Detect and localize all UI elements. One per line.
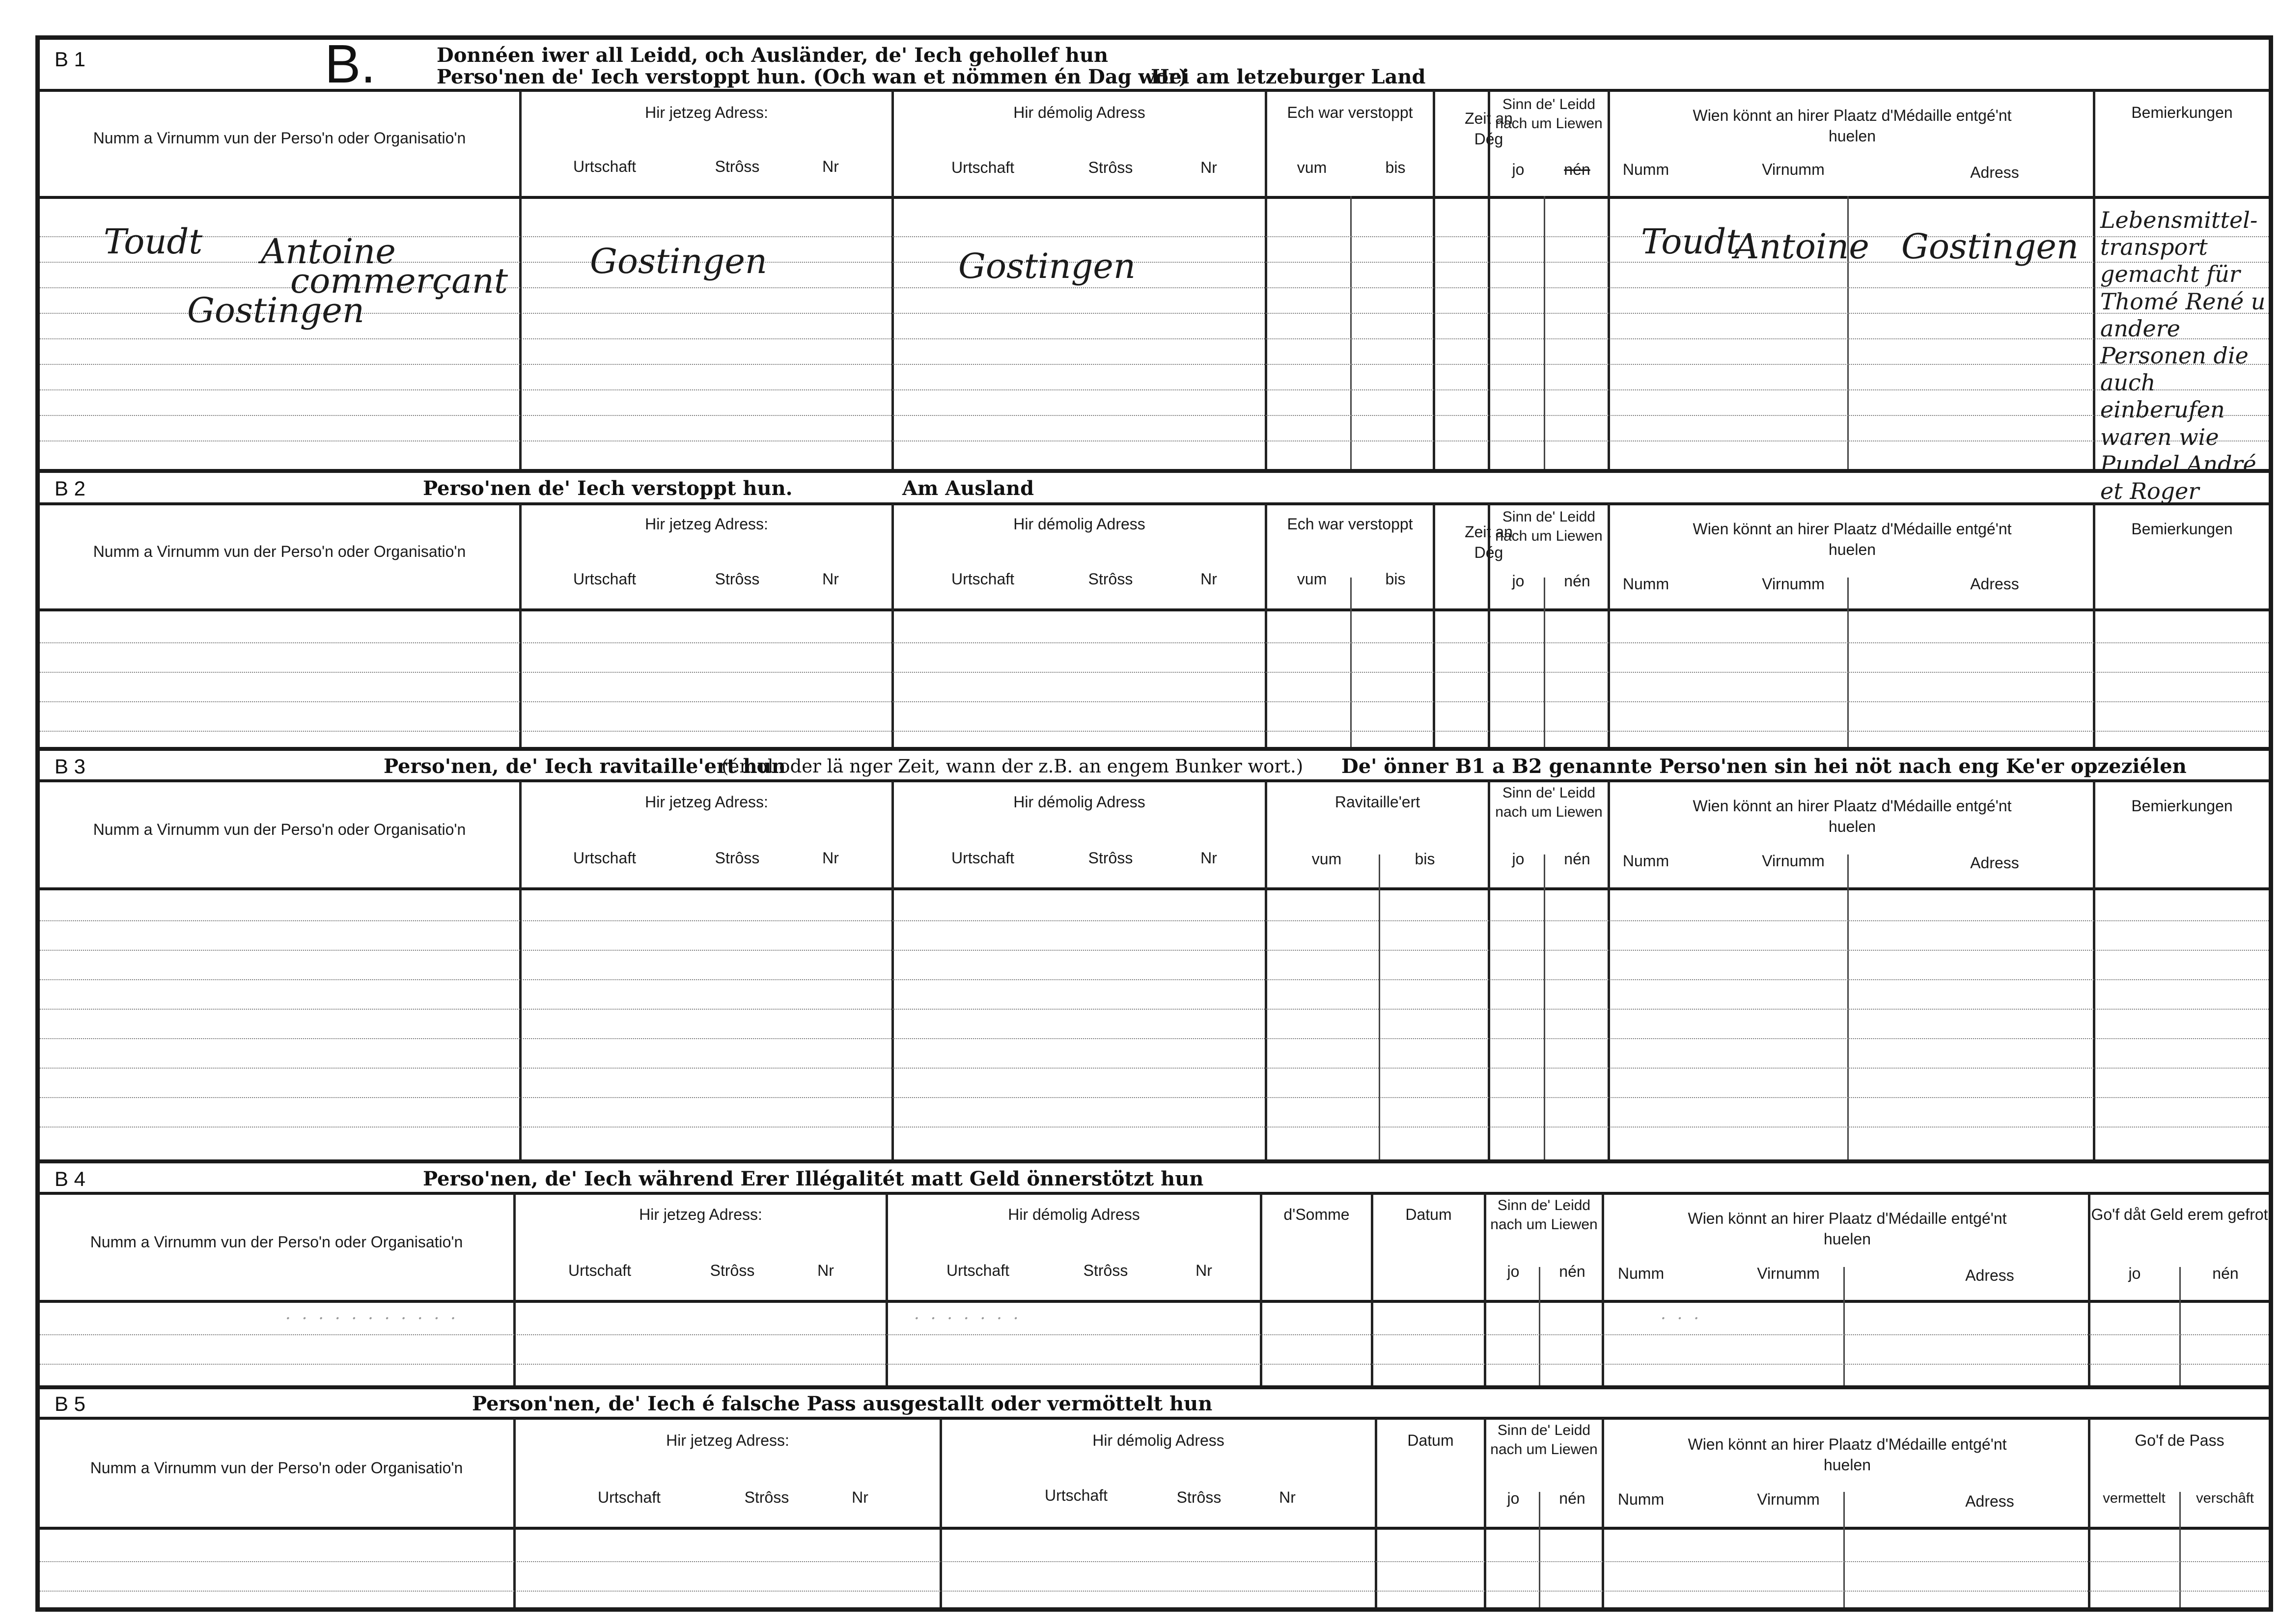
header-hidden: Ech war verstoppt xyxy=(1287,515,1413,533)
header-place: Urtschaft xyxy=(568,1262,632,1279)
header-street: Strôss xyxy=(1083,1262,1128,1279)
header-nr: Nr xyxy=(822,849,839,867)
header-nr: Nr xyxy=(822,570,839,588)
header-yes: jo xyxy=(2128,1265,2141,1282)
header-place: Urtschaft xyxy=(573,849,637,867)
header-alive: Sinn de' Leidd nach um Liewen xyxy=(1495,509,1603,544)
section-title-line2: Perso'nen de' Iech verstoppt hun. (Och wan et nömmen én Dag wor) xyxy=(437,65,1188,88)
section-note: (émol oder lä nger Zeit, wann der z.B. an engem Bunker wort.) xyxy=(722,756,1304,777)
header-current-address: Hir jetzeg Adress: xyxy=(645,104,768,121)
header-place: Urtschaft xyxy=(1044,1486,1108,1504)
header-yes: jo xyxy=(1512,161,1525,178)
header-yes: jo xyxy=(1512,572,1525,590)
header-mediated: vermettelt xyxy=(2103,1490,2166,1506)
header-firstname: Virnumm xyxy=(1757,1490,1820,1508)
header-street: Strôss xyxy=(715,158,760,175)
header-money-gift: Go'f dåt Geld erem gefrot xyxy=(2091,1206,2268,1223)
header-nr: Nr xyxy=(822,158,839,175)
header-no: nén xyxy=(2212,1265,2239,1282)
header-former-address: Hir démolig Adress xyxy=(1092,1431,1224,1449)
header-pass: Go'f de Pass xyxy=(2135,1431,2224,1449)
header-no: nén xyxy=(1564,572,1590,590)
header-address: Adress xyxy=(1970,854,2019,872)
header-former-address: Hir démolig Adress xyxy=(1013,515,1145,533)
form-letter: B. xyxy=(325,34,376,94)
header-date: Datum xyxy=(1405,1206,1452,1223)
header-to: bis xyxy=(1415,850,1435,868)
header-firstname: Virnumm xyxy=(1762,852,1825,870)
header-address: Adress xyxy=(1970,164,2019,181)
header-firstname: Virnumm xyxy=(1762,161,1825,178)
faint-offset-marks: · · · xyxy=(1661,1309,1702,1328)
header-hidden: Ech war verstoppt xyxy=(1287,104,1413,121)
header-name: Numm a Virnumm vun der Perso'n oder Organisatio'n xyxy=(90,1233,463,1251)
header-to: bis xyxy=(1385,570,1406,588)
section-title: Perso'nen, de' Iech während Erer Illégalitét matt Geld önnerstötzt hun xyxy=(423,1167,1204,1190)
header-place: Urtschaft xyxy=(573,570,637,588)
entry-remarks: Lebensmittel-transport gemacht für Thomé René u andere Personen die auch einberufen waren wie Pundel André et Roger xyxy=(2100,207,2266,504)
header-nr: Nr xyxy=(817,1262,834,1279)
header-surname: Numm xyxy=(1622,161,1669,178)
header-from: vum xyxy=(1297,570,1327,588)
header-no: nén xyxy=(1559,1489,1585,1507)
header-address: Adress xyxy=(1965,1492,2014,1510)
header-current-address: Hir jetzeg Adress: xyxy=(666,1431,789,1449)
section-b3 xyxy=(40,747,2269,1159)
header-no: nén xyxy=(1564,161,1590,178)
section-b4 xyxy=(40,1159,2269,1385)
header-yes: jo xyxy=(1507,1489,1520,1507)
header-surname: Numm xyxy=(1617,1265,1665,1282)
header-current-address: Hir jetzeg Adress: xyxy=(645,793,768,811)
header-name: Numm a Virnumm vun der Perso'n oder Organisatio'n xyxy=(93,821,466,838)
section-title-right: Hei am letzeburger Land xyxy=(1151,65,1426,88)
header-nr: Nr xyxy=(1200,849,1217,867)
header-from: vum xyxy=(1297,159,1327,176)
header-firstname: Virnumm xyxy=(1757,1265,1820,1282)
header-supplied: Ravitaille'ert xyxy=(1334,793,1420,811)
header-address: Adress xyxy=(1970,575,2019,593)
header-former-address: Hir démolig Adress xyxy=(1013,104,1145,121)
header-address: Adress xyxy=(1965,1266,2014,1284)
header-place: Urtschaft xyxy=(951,570,1015,588)
header-medal: Wien könnt an hirer Plaatz d'Médaille entgé'nt huelen xyxy=(1688,1210,2007,1248)
header-medal: Wien könnt an hirer Plaatz d'Médaille entgé'nt huelen xyxy=(1693,797,2012,835)
header-time: Zeit an Dég xyxy=(1465,110,1513,148)
faint-offset-marks: · · · · · · · xyxy=(914,1309,1022,1328)
entry-occupation: commerçant xyxy=(290,261,508,301)
header-remarks: Bemierkungen xyxy=(2131,104,2233,121)
entry-surname: Toudt xyxy=(104,221,203,262)
entry-former-place: Gostingen xyxy=(958,246,1136,286)
section-code: B 3 xyxy=(55,755,86,778)
header-surname: Numm xyxy=(1622,852,1669,870)
header-surname: Numm xyxy=(1622,575,1669,593)
header-date: Datum xyxy=(1407,1431,1454,1449)
header-street: Strôss xyxy=(715,570,760,588)
header-medal: Wien könnt an hirer Plaatz d'Médaille entgé'nt huelen xyxy=(1693,107,2012,145)
header-sum: d'Somme xyxy=(1283,1206,1350,1223)
faint-offset-marks: · · · · · · · · · · · xyxy=(285,1309,459,1328)
header-street: Strôss xyxy=(744,1488,789,1506)
section-title-line1: Donnéen iwer all Leidd, och Ausländer, de' Iech gehollef hun xyxy=(437,44,1109,67)
header-name: Numm a Virnumm vun der Perso'n oder Organisatio'n xyxy=(93,543,466,560)
header-no: nén xyxy=(1564,850,1590,868)
header-medal: Wien könnt an hirer Plaatz d'Médaille entgé'nt huelen xyxy=(1693,520,2012,558)
section-code: B 2 xyxy=(55,477,86,500)
header-former-address: Hir démolig Adress xyxy=(1008,1206,1140,1223)
header-place: Urtschaft xyxy=(951,849,1015,867)
entry-town: Gostingen xyxy=(187,290,364,330)
section-b5 xyxy=(40,1385,2269,1607)
header-alive: Sinn de' Leidd nach um Liewen xyxy=(1490,1197,1598,1233)
header-medal: Wien könnt an hirer Plaatz d'Médaille entgé'nt huelen xyxy=(1688,1435,2007,1474)
header-alive: Sinn de' Leidd nach um Liewen xyxy=(1490,1422,1598,1458)
header-alive: Sinn de' Leidd nach um Liewen xyxy=(1495,785,1603,820)
header-street: Strôss xyxy=(715,849,760,867)
header-nr: Nr xyxy=(1195,1262,1212,1279)
entry-medal-firstname: Antoine xyxy=(1734,226,1869,267)
header-remarks: Bemierkungen xyxy=(2131,797,2233,815)
section-title-right: Am Ausland xyxy=(902,477,1034,500)
header-surname: Numm xyxy=(1617,1490,1665,1508)
registration-form xyxy=(35,35,2273,1612)
header-current-address: Hir jetzeg Adress: xyxy=(639,1206,762,1223)
header-place: Urtschaft xyxy=(597,1488,661,1506)
header-from: vum xyxy=(1311,850,1342,868)
header-current-address: Hir jetzeg Adress: xyxy=(645,515,768,533)
section-code: B 1 xyxy=(55,48,86,71)
header-nr: Nr xyxy=(1279,1488,1296,1506)
header-remarks: Bemierkungen xyxy=(2131,520,2233,538)
header-yes: jo xyxy=(1512,850,1525,868)
header-name: Numm a Virnumm vun der Perso'n oder Organisatio'n xyxy=(90,1459,463,1477)
header-street: Strôss xyxy=(1088,159,1133,176)
header-street: Strôss xyxy=(1088,849,1133,867)
section-title: Perso'nen de' Iech verstoppt hun. xyxy=(423,477,793,500)
entry-medal-address: Gostingen xyxy=(1901,226,2079,267)
section-title: Person'nen, de' Iech é falsche Pass ausgestallt oder vermöttelt hun xyxy=(472,1392,1213,1415)
header-street: Strôss xyxy=(1088,570,1133,588)
header-alive: Sinn de' Leidd nach um Liewen xyxy=(1495,96,1603,132)
header-former-address: Hir démolig Adress xyxy=(1013,793,1145,811)
header-place: Urtschaft xyxy=(946,1262,1010,1279)
header-street: Strôss xyxy=(1176,1488,1222,1506)
section-code: B 4 xyxy=(55,1167,86,1190)
header-nr: Nr xyxy=(852,1488,868,1506)
header-to: bis xyxy=(1385,159,1406,176)
header-nr: Nr xyxy=(1200,570,1217,588)
header-firstname: Virnumm xyxy=(1762,575,1825,593)
header-place: Urtschaft xyxy=(573,158,637,175)
entry-firstname: Antoine xyxy=(261,231,396,272)
header-name: Numm a Virnumm vun der Perso'n oder Organisatio'n xyxy=(93,129,466,147)
header-time: Zeit an Dég xyxy=(1465,523,1513,561)
header-place: Urtschaft xyxy=(951,159,1015,176)
section-title-right: De' önner B1 a B2 genannte Perso'nen sin hei nöt nach eng Ke'er opzeziélen xyxy=(1341,755,2187,778)
header-no: nén xyxy=(1559,1263,1585,1280)
section-code: B 5 xyxy=(55,1392,86,1415)
header-yes: jo xyxy=(1507,1263,1520,1280)
entry-medal-surname: Toudt xyxy=(1641,221,1740,262)
header-procured: verschâft xyxy=(2196,1490,2254,1506)
section-title: Perso'nen, de' Iech ravitaille'ert hun xyxy=(384,755,786,778)
section-b2 xyxy=(40,469,2269,747)
entry-current-place: Gostingen xyxy=(590,241,767,281)
header-nr: Nr xyxy=(1200,159,1217,176)
header-street: Strôss xyxy=(710,1262,755,1279)
